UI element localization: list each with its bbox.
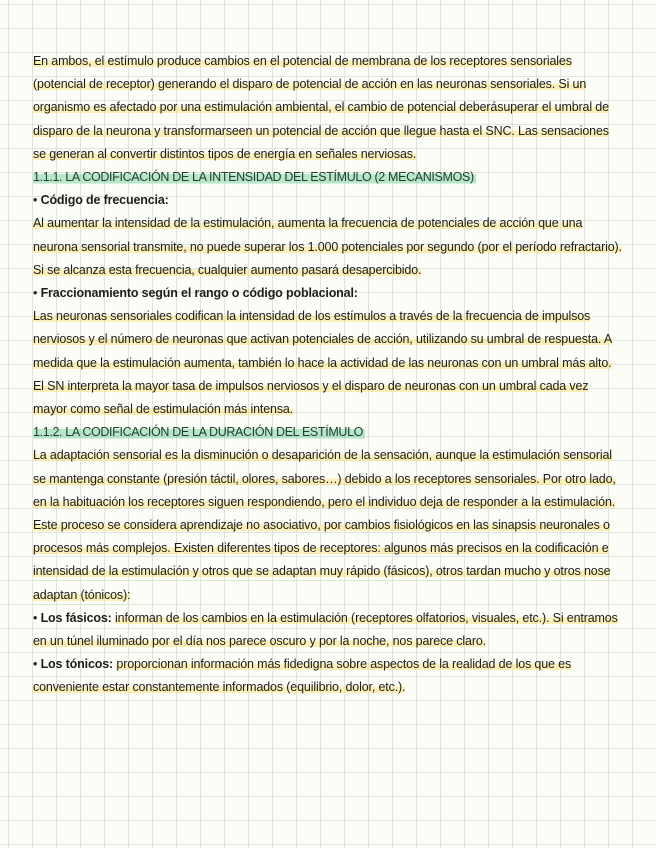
intro-paragraph	[33, 50, 625, 166]
notes-page	[33, 50, 625, 700]
bullet-dot: •	[33, 657, 38, 672]
bullet-tonic	[33, 653, 625, 699]
bullet-phasic-title: Los fásicos:	[40, 610, 112, 625]
bullet-frequency-code	[33, 189, 625, 212]
duration-paragraph	[33, 444, 625, 606]
bullet-dot: •	[33, 193, 38, 208]
bullet-tonic-text: proporcionan información más fidedigna sobre aspectos de la realidad de los que es conveniente estar constantemente informados (equilibrio, dolor, etc.).	[33, 657, 572, 695]
frequency-paragraph	[33, 212, 625, 282]
duration-text: La adaptación sensorial es la disminución o desaparición de la sensación, aunque la estimulación sensorial se mantenga constante (presión táctil, olores, sabores…) debido a los receptores sensoriales. Por otro lado, en la habituación los receptores siguen respondiendo, pero el individuo deja de responder a la estimulación. Este proceso se considera aprendizaje no asociativo, por cambios fisiológicos en las sinapsis neuronales o procesos más complejos. Existen diferentes tipos de receptores: algunos más precisos en la codificación e intensidad de la estimulación y otros que se adaptan muy rápido (fásicos), otros tardan mucho y otros nose adaptan (tónicos):	[33, 448, 616, 602]
section-heading-intensity	[33, 166, 625, 189]
frequency-text: Al aumentar la intensidad de la estimulación, aumenta la frecuencia de potenciales de acción que una neurona sensorial transmite, no puede superar los 1.000 potenciales por segundo (por el período refractario). Si se alcanza esta frecuencia, cualquier aumento pasará desapercibido.	[33, 216, 622, 277]
section-heading-duration	[33, 421, 625, 444]
population-text: Las neuronas sensoriales codifican la intensidad de los estímulos a través de la frecuencia de impulsos nerviosos y el número de neuronas que activan potenciales de acción, utilizando su umbral de respuesta. A medida que la estimulación aumenta, también lo hace la actividad de las neuronas con un umbral más alto. El SN interpreta la mayor tasa de impulsos nerviosos y el disparo de neuronas con un umbral cada vez mayor como señal de estimulación más intensa.	[33, 309, 613, 417]
bullet-tonic-title: Los tónicos:	[40, 657, 114, 672]
section-heading-intensity-text: 1.1.1. LA CODIFICACIÓN DE LA INTENSIDAD DEL ESTÍMULO (2 MECANISMOS)	[33, 170, 474, 185]
intro-text: En ambos, el estímulo produce cambios en el potencial de membrana de los receptores sensoriales (potencial de receptor) generando el disparo de potencial de acción en las neuronas sensoriales. Si un organismo es afectado por una estimulación ambiental, el cambio de potencial deberásuperar el umbral de disparo de la neurona y transformarseen un potencial de acción que llegue hasta el SNC. Las sensaciones se generan al convertir distintos tipos de energía en señales nerviosas.	[33, 54, 609, 161]
bullet-dot: •	[33, 610, 38, 625]
bullet-population-title: Fraccionamiento según el rango o código poblacional:	[40, 286, 358, 301]
bullet-population-code	[33, 282, 625, 305]
bullet-phasic	[33, 607, 625, 653]
population-paragraph	[33, 305, 625, 421]
bullet-dot: •	[33, 286, 38, 301]
bullet-phasic-text: informan de los cambios en la estimulación (receptores olfatorios, visuales, etc.). Si entramos en un túnel iluminado por el día nos parece oscuro y por la noche, nos parece claro.	[33, 610, 618, 649]
section-heading-duration-text: 1.1.2. LA CODIFICACIÓN DE LA DURACIÓN DEL ESTÍMULO	[33, 425, 364, 440]
bullet-frequency-title: Código de frecuencia:	[40, 193, 169, 208]
